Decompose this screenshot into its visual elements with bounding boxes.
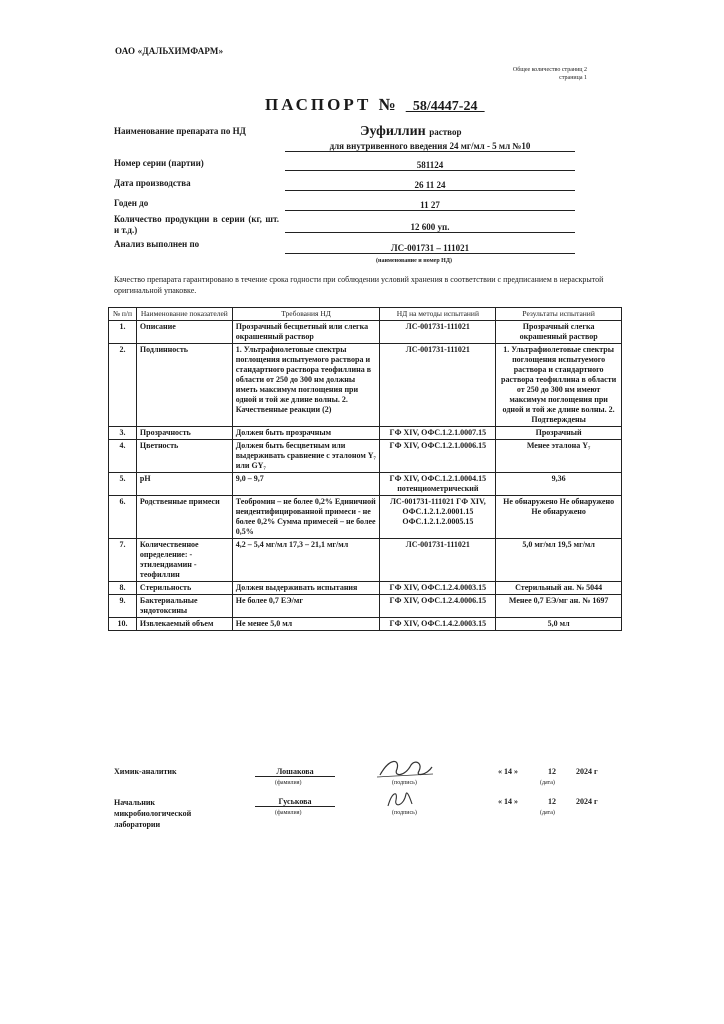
analysis-value: ЛС-001731 – 111021	[285, 243, 575, 254]
header-name: Наименование показателей	[136, 308, 232, 321]
row-method: ЛС-001731-111021 ГФ XIV, ОФС.1.2.1.2.0001.15 ОФС.1.2.1.2.0005.15	[380, 496, 496, 539]
page-title	[265, 95, 484, 115]
header-requirements: Требования НД	[232, 308, 380, 321]
header-results: Результаты испытаний	[496, 308, 622, 321]
row-requirement: Не более 0,7 ЕЭ/мг	[232, 595, 380, 618]
chemist-signature	[375, 755, 435, 781]
row-number: 1.	[109, 321, 137, 344]
chemist-date-day: « 14 »	[498, 767, 518, 776]
row-number: 7.	[109, 539, 137, 582]
row-method: ГФ XIV, ОФС.1.2.1.0004.15 потенциометрический	[380, 473, 496, 496]
series-label: Номер серии (партии)	[114, 158, 204, 168]
row-indicator: Извлекаемый объем	[136, 618, 232, 631]
row-indicator: Подлинность	[136, 344, 232, 427]
head-role: Начальник микробиологической лаборатории	[114, 798, 192, 829]
table-row	[109, 427, 622, 440]
table-row	[109, 440, 622, 473]
table-row	[109, 321, 622, 344]
prod-date-label: Дата производства	[114, 178, 191, 188]
row-number: 3.	[109, 427, 137, 440]
drug-name-suffix: раствор	[429, 127, 462, 137]
row-indicator: Бактериальные эндотоксины	[136, 595, 232, 618]
prod-date-value: 26 11 24	[285, 180, 575, 191]
row-indicator: Цветность	[136, 440, 232, 473]
row-number: 6.	[109, 496, 137, 539]
row-result: Менее эталона Y₇	[496, 440, 622, 473]
row-result: Стерильный ан. № 5044	[496, 582, 622, 595]
table-row	[109, 618, 622, 631]
head-date-note: (дата)	[540, 810, 555, 816]
row-method: ГФ XIV, ОФС.1.4.2.0003.15	[380, 618, 496, 631]
table-row	[109, 344, 622, 427]
expiry-label: Годен до	[114, 198, 149, 208]
row-number: 8.	[109, 582, 137, 595]
header-number: № п/п	[109, 308, 137, 321]
row-method: ГФ XIV, ОФС.1.2.4.0006.15	[380, 595, 496, 618]
row-result: 5,0 мг/мл 19,5 мг/мл	[496, 539, 622, 582]
row-result: Не обнаружено Не обнаружено Не обнаружено	[496, 496, 622, 539]
row-indicator: Количественное определение: - этилендиамин - теофиллин	[136, 539, 232, 582]
expiry-value: 11 27	[285, 200, 575, 211]
chemist-name: Лошакова	[255, 767, 335, 777]
head-signature-note: (подпись)	[392, 810, 417, 816]
row-number: 4.	[109, 440, 137, 473]
row-indicator: Родственные примеси	[136, 496, 232, 539]
row-method: ЛС-001731-111021	[380, 344, 496, 427]
head-surname-note: (фамилия)	[275, 810, 302, 816]
row-number: 10.	[109, 618, 137, 631]
row-requirement: Должен быть бесцветным или выдерживать сравнение с эталоном Y₇ или GY₇	[232, 440, 380, 473]
quantity-value: 12 600 уп.	[285, 222, 575, 233]
row-method: ГФ XIV, ОФС.1.2.1.0007.15	[380, 427, 496, 440]
total-pages: Общее количество страниц 2	[512, 67, 587, 73]
header-methods: НД на методы испытаний	[380, 308, 496, 321]
head-date-year: 2024 г	[576, 797, 598, 806]
head-date-day: « 14 »	[498, 797, 518, 806]
row-method: ЛС-001731-111021	[380, 321, 496, 344]
row-result: 1. Ультрафиолетовые спектры поглощения испытуемого раствора и стандартного раствора теофиллина в области от 250 до 300 нм имеют максимум поглощения при одной и той же длине волны. 2. Подтверждены	[496, 344, 622, 427]
row-indicator: Описание	[136, 321, 232, 344]
page-count	[513, 66, 587, 82]
row-requirement: Должен быть прозрачным	[232, 427, 380, 440]
drug-name	[360, 124, 461, 140]
chemist-date-year: 2024 г	[576, 767, 598, 776]
row-requirement: Должен выдерживать испытания	[232, 582, 380, 595]
company-name: ОАО «ДАЛЬХИМФАРМ»	[115, 46, 224, 56]
table-row	[109, 539, 622, 582]
row-requirement: 1. Ультрафиолетовые спектры поглощения испытуемого раствора и стандартного раствора теофиллина в области от 250 до 300 нм должны иметь максимум поглощения при одной и той же длине волны. 2. Качественные реакции (2)	[232, 344, 380, 427]
row-result: Прозрачный	[496, 427, 622, 440]
row-requirement: Теобромин – не более 0,2% Единичной неидентифицированной примеси - не более 0,2% Сумма примесей – не более 0,5%	[232, 496, 380, 539]
row-method: ЛС-001731-111021	[380, 539, 496, 582]
chemist-date-month: 12	[548, 767, 556, 776]
chemist-role: Химик-аналитик	[114, 767, 177, 776]
row-indicator: pH	[136, 473, 232, 496]
row-requirement: 9,0 – 9,7	[232, 473, 380, 496]
results-table	[108, 307, 622, 631]
row-result: 5,0 мл	[496, 618, 622, 631]
row-number: 2.	[109, 344, 137, 427]
row-requirement: Не менее 5,0 мл	[232, 618, 380, 631]
table-row	[109, 582, 622, 595]
row-result: Менее 0,7 ЕЭ/мг ан. № 1697	[496, 595, 622, 618]
drug-name-label: Наименование препарата по НД	[114, 126, 246, 136]
row-result: Прозрачный слегка окрашенный раствор	[496, 321, 622, 344]
row-indicator: Прозрачность	[136, 427, 232, 440]
table-row	[109, 496, 622, 539]
quantity-label: Количество продукции в серии (кг, шт. и т.д.)	[114, 214, 279, 235]
row-result: 9,36	[496, 473, 622, 496]
row-number: 9.	[109, 595, 137, 618]
analysis-note: (наименование и номер НД)	[376, 258, 452, 264]
chemist-signature-note: (подпись)	[392, 780, 417, 786]
passport-number: _58/4447-24_	[405, 99, 485, 114]
series-value: 581124	[285, 160, 575, 171]
drug-name-main: Эуфиллин	[360, 124, 426, 139]
chemist-surname-note: (фамилия)	[275, 780, 302, 786]
table-row	[109, 595, 622, 618]
table-header-row	[109, 308, 622, 321]
row-method: ГФ XIV, ОФС.1.2.1.0006.15	[380, 440, 496, 473]
analysis-label: Анализ выполнен по	[114, 239, 200, 249]
row-requirement: Прозрачный бесцветный или слегка окрашенный раствор	[232, 321, 380, 344]
head-name: Гуськова	[255, 797, 335, 807]
title-label: ПАСПОРТ №	[265, 95, 399, 114]
drug-form: для внутривенного введения 24 мг/мл - 5 мл №10	[285, 141, 575, 152]
guarantee-text: Качество препарата гарантировано в течение срока годности при соблюдении условий хранения в соответствии с предписанием в нераскрытой оригинальной упаковке.	[114, 275, 604, 295]
row-number: 5.	[109, 473, 137, 496]
head-signature	[380, 788, 420, 810]
row-requirement: 4,2 – 5,4 мг/мл 17,3 – 21,1 мг/мл	[232, 539, 380, 582]
chemist-date-note: (дата)	[540, 780, 555, 786]
row-method: ГФ XIV, ОФС.1.2.4.0003.15	[380, 582, 496, 595]
page-number: страница 1	[559, 75, 587, 81]
head-date-month: 12	[548, 797, 556, 806]
table-row	[109, 473, 622, 496]
row-indicator: Стерильность	[136, 582, 232, 595]
